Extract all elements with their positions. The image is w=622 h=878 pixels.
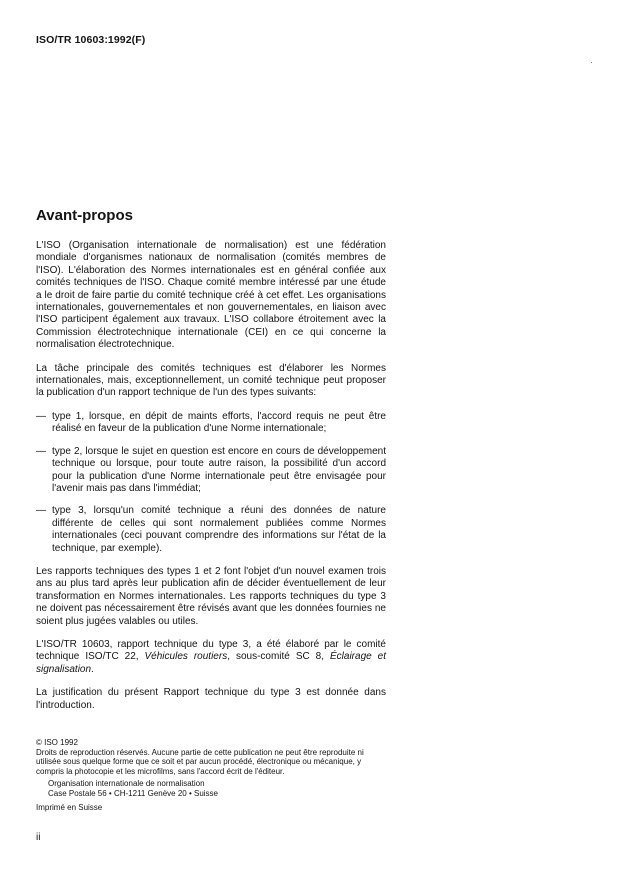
paragraph-iso-intro: L'ISO (Organisation internationale de normalisation) est une fédération mondiale d'organismes nationaux de normalisation (comités membres de l'ISO). L'élaboration des Normes internationales est en général confiée aux comités techniques de l'ISO. Chaque comité membre intéressé par une étude a le droit de faire partie du comité technique créé à cet effet. Les organisations internationales, gouvernementales et non gouvernementales, en liaison avec l'ISO participent également aux travaux. L'ISO collabore étroitement avec la Commission électrotechnique internationale (CEI) en ce qui concerne la normalisation électrotechnique. — [36, 240, 386, 351]
prepared-by-text: L'ISO/TR 10603, rapport technique du type 3, a été élaboré par le comité technique ISO/TC 22, — [36, 638, 386, 663]
dash-bullet: — — [36, 505, 46, 517]
committee-title-italic: Véhicules routiers — [144, 651, 228, 663]
organization-address: Case Postale 56 • CH-1211 Genève 20 • Suisse — [48, 788, 218, 798]
dash-bullet: — — [36, 410, 46, 422]
list-item-type-3 — [36, 505, 386, 555]
list-item-text: type 2, lorsque le sujet en question est encore en cours de développement technique ou lorsque, pour toute autre raison, la possibilité d'un accord pour la publication d'une Norme internationale peut être envisagée pour l'avenir mais pas dans l'immédiat; — [52, 445, 386, 494]
list-item-type-1 — [36, 411, 386, 436]
printed-in: Imprimé en Suisse — [36, 802, 103, 812]
list-item-text: type 3, lorsqu'un comité technique a réuni des données de nature différente de celles qui sont normalement publiées comme Normes internationales (ceci pouvant comprendre des informations sur l'état de la technique, par exemple). — [52, 505, 386, 554]
prepared-by-subcommittee: , sous-comité SC 8, — [227, 651, 330, 663]
foreword-body — [36, 240, 386, 723]
paragraph-technical-reports: La tâche principale des comités techniques est d'élaborer les Normes internationales, mais, exceptionnellement, un comité technique peut proposer la publication d'un rapport technique de l'un des types suivants: — [36, 362, 386, 399]
list-item-text: type 1, lorsque, en dépit de maints efforts, l'accord requis ne peut être réalisé en faveur de la publication d'une Norme internationale; — [52, 410, 386, 435]
subcommittee-title-italic: Éclairage et signalisation — [36, 651, 386, 675]
prepared-by-period: . — [91, 663, 94, 675]
rights-notice: Droits de reproduction réservés. Aucune partie de cette publication ne peut être reproduite ni utilisée sous quelque forme que ce soit et par aucun procédé, électronique ou mécanique, y compris la photocopie et les microfilms, sans l'accord écrit de l'éditeur. — [36, 747, 364, 776]
section-title: Avant-propos — [36, 207, 133, 224]
scan-speck — [591, 62, 592, 63]
report-types-list — [36, 411, 386, 555]
organization-name: Organisation internationale de normalisation — [48, 779, 205, 789]
document-reference: ISO/TR 10603:1992(F) — [36, 34, 146, 46]
paragraph-prepared-by — [36, 639, 386, 676]
paragraph-review: Les rapports techniques des types 1 et 2 font l'objet d'un nouvel examen trois ans au plus tard après leur publication afin de décider éventuellement de leur transformation en Normes internationales. Les rapports techniques du type 3 ne doivent pas nécessairement être révisés avant que les données fournies ne soient plus jugées valables ou utiles. — [36, 565, 386, 627]
page-number: ii — [36, 832, 41, 843]
copyright-line: © ISO 1992 — [36, 738, 78, 747]
paragraph-justification: La justification du présent Rapport technique du type 3 est donnée dans l'introduction. — [36, 687, 386, 711]
copyright-block — [36, 738, 386, 812]
dash-bullet: — — [36, 445, 46, 457]
list-item-type-2 — [36, 446, 386, 496]
